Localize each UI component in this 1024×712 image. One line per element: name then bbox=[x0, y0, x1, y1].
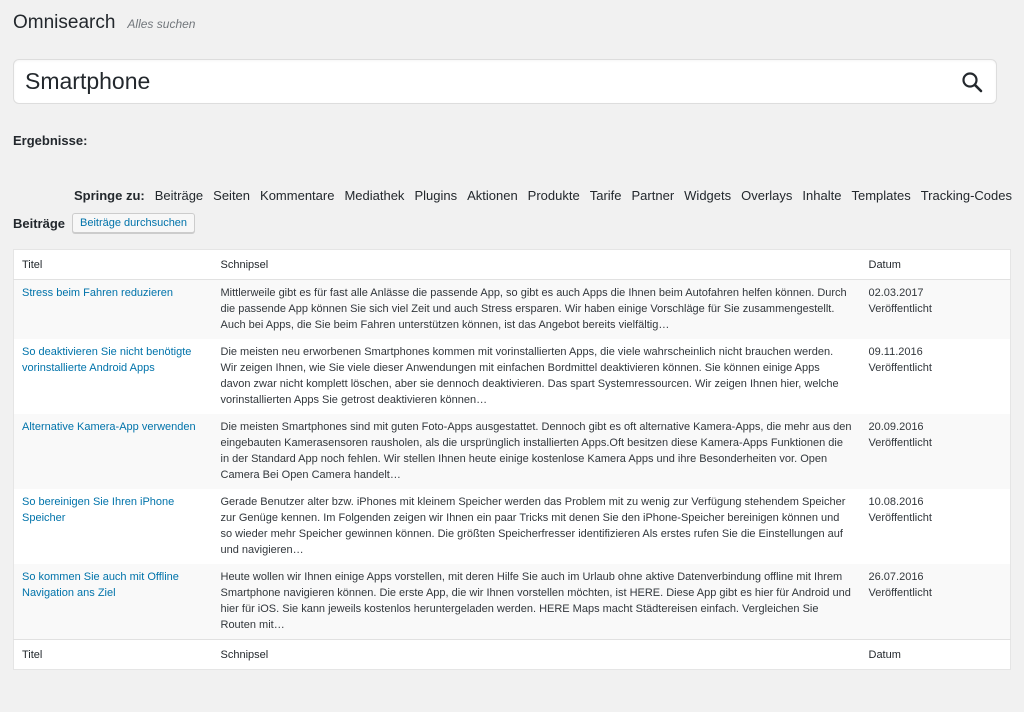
post-title-link[interactable]: So deaktivieren Sie nicht benötigte vorinstallierte Android Apps bbox=[22, 346, 192, 374]
jump-to-label: Springe zu: bbox=[73, 188, 145, 203]
post-date-cell bbox=[861, 414, 1011, 489]
jump-link-templates[interactable]: Templates bbox=[851, 188, 911, 203]
column-header-title: Titel bbox=[14, 250, 213, 280]
table-header-row bbox=[14, 250, 1011, 280]
column-header-snippet: Schnipsel bbox=[213, 250, 861, 280]
section-header bbox=[13, 213, 1012, 233]
jump-link-seiten[interactable]: Seiten bbox=[213, 188, 251, 203]
search-box bbox=[13, 59, 997, 104]
column-footer-date: Datum bbox=[861, 640, 1011, 670]
results-table bbox=[13, 249, 1011, 670]
jump-link-inhalte[interactable]: Inhalte bbox=[802, 188, 842, 203]
jump-link-tarife[interactable]: Tarife bbox=[589, 188, 622, 203]
post-date: 10.08.2016 bbox=[868, 496, 924, 508]
search-input[interactable] bbox=[25, 68, 925, 95]
post-date-cell bbox=[861, 280, 1011, 340]
table-row bbox=[14, 280, 1011, 340]
jump-to-nav bbox=[13, 188, 1012, 203]
jump-link-overlays[interactable]: Overlays bbox=[741, 188, 793, 203]
post-status: Veröffentlicht bbox=[868, 437, 932, 449]
post-title-link[interactable]: Alternative Kamera-App verwenden bbox=[22, 421, 196, 433]
jump-link-produkte[interactable]: Produkte bbox=[527, 188, 580, 203]
search-icon[interactable] bbox=[960, 70, 984, 94]
jump-link-mediathek[interactable]: Mediathek bbox=[344, 188, 405, 203]
table-row bbox=[14, 339, 1011, 414]
search-posts-button[interactable]: Beiträge durchsuchen bbox=[72, 213, 195, 233]
post-snippet: Die meisten Smartphones sind mit guten Foto-Apps ausgestattet. Dennoch gibt es oft alternative Kamera-Apps, die mehr aus den eingebauten Kamerasensoren rausholen, als die ursprünglich installierten Apps.Oft besitzen diese Kamera-Apps Funktionen die in der Standard App noch fehlen. Wir stellen Ihnen heute einige kostenlose Kamera Apps und ihre Besonderheiten vor. Open Camera Bei Open Camera handelt… bbox=[220, 421, 852, 481]
post-date: 09.11.2016 bbox=[868, 346, 923, 358]
post-date: 02.03.2017 bbox=[868, 287, 924, 299]
page-title: Omnisearch bbox=[13, 12, 116, 33]
post-snippet: Gerade Benutzer alter bzw. iPhones mit kleinem Speicher werden das Problem mit zu wenig zur Verfügung stehendem Speicher zur Genüge kennen. Im Folgenden zeigen wir Ihnen ein paar Tricks mit denen Sie den iPhone-Speicher bereinigen können und so wieder mehr Speicher gewinnen können. Die größten Speicherfresser identifizieren Als erstes rufen Sie die Einstellungen auf und navigieren… bbox=[220, 496, 846, 556]
table-row bbox=[14, 564, 1011, 640]
page-subtitle: Alles suchen bbox=[127, 17, 196, 31]
table-row bbox=[14, 414, 1011, 489]
table-footer-row bbox=[14, 640, 1011, 670]
page-heading bbox=[13, 0, 1012, 48]
table-row bbox=[14, 489, 1011, 564]
column-header-date: Datum bbox=[861, 250, 1011, 280]
section-title: Beiträge bbox=[13, 215, 66, 231]
post-date-cell bbox=[861, 339, 1011, 414]
jump-link-partner[interactable]: Partner bbox=[631, 188, 675, 203]
post-status: Veröffentlicht bbox=[868, 512, 932, 524]
post-title-link[interactable]: So kommen Sie auch mit Offline Navigation ans Ziel bbox=[22, 571, 179, 599]
results-label: Ergebnisse: bbox=[13, 133, 88, 148]
post-date: 20.09.2016 bbox=[868, 421, 924, 433]
jump-link-kommentare[interactable]: Kommentare bbox=[260, 188, 335, 203]
post-status: Veröffentlicht bbox=[868, 362, 932, 374]
post-date-cell bbox=[861, 564, 1011, 640]
post-snippet: Mittlerweile gibt es für fast alle Anlässe die passende App, so gibt es auch Apps die Ihnen beim Autofahren helfen können. Durch die passende App können Sie sich viel Zeit und auch Stress ersparen. Wir haben einige Vorschläge für Sie zusammengestellt. Auch bei Apps, die Sie beim Fahren unterstützen können, ist das Angebot bereits vielfältig… bbox=[220, 287, 847, 331]
jump-link-widgets[interactable]: Widgets bbox=[684, 188, 732, 203]
jump-link-plugins[interactable]: Plugins bbox=[414, 188, 458, 203]
jump-link-aktionen[interactable]: Aktionen bbox=[467, 188, 518, 203]
post-date: 26.07.2016 bbox=[868, 571, 924, 583]
post-date-cell bbox=[861, 489, 1011, 564]
post-title-link[interactable]: So bereinigen Sie Ihren iPhone Speicher bbox=[22, 496, 175, 524]
post-snippet: Heute wollen wir Ihnen einige Apps vorstellen, mit deren Hilfe Sie auch im Urlaub ohne aktive Datenverbindung offline mit Ihrem Smartphone navigieren können. Die erste App, die wir Ihnen vorstellen möchten, ist HERE. Diese App gibt es hier für Android und hier für iOS. Sie kann jeweils kostenlos heruntergeladen werden. HERE Maps macht Städtereisen einfach. Vergleichen Sie Routen mit… bbox=[220, 571, 851, 631]
post-status: Veröffentlicht bbox=[868, 303, 932, 315]
column-footer-title: Titel bbox=[14, 640, 213, 670]
column-footer-snippet: Schnipsel bbox=[213, 640, 861, 670]
jump-link-beitraege[interactable]: Beiträge bbox=[154, 188, 204, 203]
post-title-link[interactable]: Stress beim Fahren reduzieren bbox=[22, 287, 174, 299]
jump-link-tracking-codes[interactable]: Tracking-Codes bbox=[920, 188, 1012, 203]
post-snippet: Die meisten neu erworbenen Smartphones kommen mit vorinstallierten Apps, die viele wahrscheinlich nicht brauchen werden. Wir zeigen Ihnen, wie Sie viele dieser Anwendungen mit einfachen Bordmittel deaktivieren können. Sie können einige Apps davon zwar nicht komplett löschen, aber sie dennoch deaktivieren. Das spart Systemressourcen. Wir zeigen Ihnen hier, welche vorinstallierten Apps Sie getrost deaktivieren können… bbox=[220, 346, 839, 406]
post-status: Veröffentlicht bbox=[868, 587, 932, 599]
